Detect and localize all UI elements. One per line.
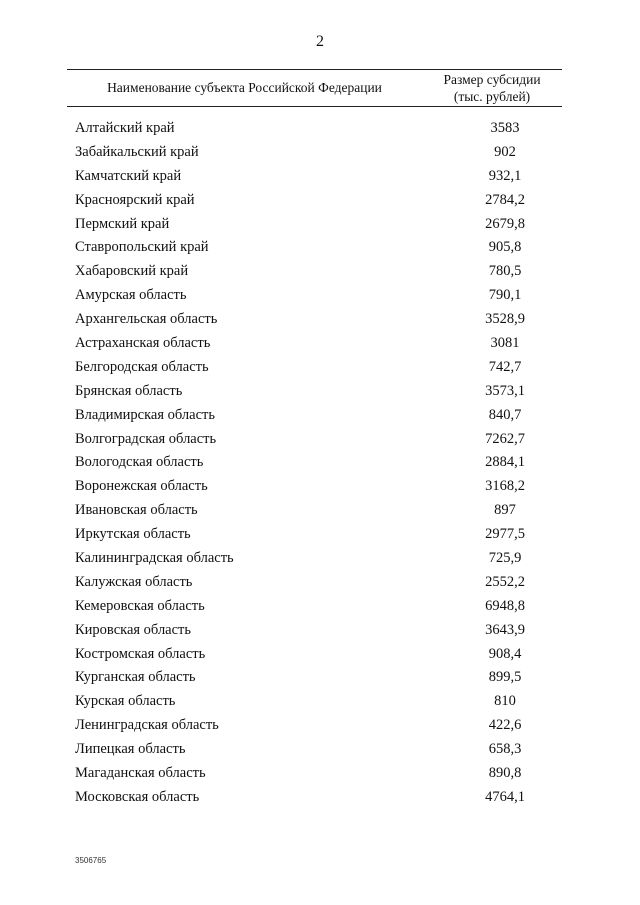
table-row (0, 502, 640, 526)
region-name: Пермский край (75, 215, 170, 232)
subsidy-value: 890,8 (488, 765, 522, 782)
page-number: 2 (316, 33, 324, 50)
subsidy-value: 6948,8 (485, 597, 525, 614)
subsidy-value: 3643,9 (485, 621, 525, 638)
region-name: Кемеровская область (75, 597, 205, 614)
region-name: Московская область (75, 788, 200, 805)
subsidy-value: 725,9 (488, 550, 522, 567)
subsidy-value: 658,3 (488, 741, 522, 758)
region-name: Астраханская область (75, 335, 211, 352)
table-row (0, 478, 640, 502)
table-row (0, 550, 640, 574)
subsidy-value: 2552,2 (485, 573, 525, 590)
subsidy-value: 902 (494, 143, 516, 160)
table-header (67, 69, 562, 107)
table-row (0, 526, 640, 550)
table-row (0, 287, 640, 311)
table-body (0, 120, 640, 813)
region-name: Забайкальский край (75, 143, 199, 160)
table-row (0, 311, 640, 335)
table-row (0, 622, 640, 646)
table-row (0, 407, 640, 431)
table-row (0, 383, 640, 407)
subsidy-value: 899,5 (488, 669, 522, 686)
subsidy-value: 932,1 (488, 167, 522, 184)
region-name: Камчатский край (75, 167, 182, 184)
region-name: Волгоградская область (75, 430, 217, 447)
region-name: Костромская область (75, 645, 206, 662)
subsidy-value: 840,7 (488, 406, 522, 423)
region-name: Архангельская область (75, 311, 218, 328)
table-row (0, 431, 640, 455)
table-row (0, 765, 640, 789)
subsidy-value: 810 (494, 693, 516, 710)
table-row (0, 789, 640, 813)
table-row (0, 669, 640, 693)
table-row (0, 239, 640, 263)
table-row (0, 192, 640, 216)
subsidy-value: 3583 (490, 120, 520, 136)
table-row (0, 144, 640, 168)
subsidy-value: 2884,1 (485, 454, 525, 471)
region-name: Курская область (75, 693, 176, 710)
subsidy-value: 2977,5 (485, 526, 525, 543)
region-name: Калужская область (75, 573, 193, 590)
header-region: Наименование субъекта Российской Федерации (107, 80, 382, 95)
subsidy-value: 905,8 (488, 239, 522, 256)
document-code: 3506765 (75, 856, 107, 865)
region-name: Алтайский край (75, 120, 175, 136)
subsidy-value: 3573,1 (485, 382, 525, 399)
subsidy-value: 742,7 (488, 358, 522, 375)
subsidy-value: 908,4 (488, 645, 522, 662)
table-row (0, 574, 640, 598)
region-name: Владимирская область (75, 406, 215, 423)
table-row (0, 598, 640, 622)
subsidy-value: 422,6 (488, 717, 522, 734)
region-name: Брянская область (75, 382, 183, 399)
table-row (0, 168, 640, 192)
region-name: Амурская область (75, 287, 187, 304)
subsidy-value: 3528,9 (485, 311, 525, 328)
table-row (0, 693, 640, 717)
subsidy-value: 897 (494, 502, 516, 519)
table-row (0, 741, 640, 765)
region-name: Калининградская область (75, 550, 234, 567)
table-row (0, 120, 640, 144)
table-row (0, 216, 640, 240)
region-name: Магаданская область (75, 765, 206, 782)
subsidy-value: 3168,2 (485, 478, 525, 495)
table-row (0, 646, 640, 670)
region-name: Ставропольский край (75, 239, 209, 256)
region-name: Белгородская область (75, 358, 209, 375)
region-name: Ленинградская область (75, 717, 219, 734)
subsidy-value: 780,5 (488, 263, 522, 280)
region-name: Красноярский край (75, 191, 195, 208)
header-subsidy-line2: (тыс. рублей) (453, 89, 531, 104)
table-row (0, 335, 640, 359)
region-name: Ивановская область (75, 502, 198, 519)
subsidy-value: 2784,2 (485, 191, 525, 208)
table-row (0, 454, 640, 478)
region-name: Вологодская область (75, 454, 204, 471)
header-subsidy-line1: Размер субсидии (443, 72, 541, 87)
subsidy-value: 7262,7 (485, 430, 525, 447)
subsidy-value: 2679,8 (485, 215, 525, 232)
table-row (0, 359, 640, 383)
table-row (0, 717, 640, 741)
subsidy-value: 4764,1 (485, 788, 525, 805)
region-name: Кировская область (75, 621, 192, 638)
subsidy-value: 3081 (490, 335, 520, 352)
subsidy-value: 790,1 (488, 287, 522, 304)
region-name: Иркутская область (75, 526, 191, 543)
region-name: Хабаровский край (75, 263, 189, 280)
region-name: Липецкая область (75, 741, 186, 758)
region-name: Курганская область (75, 669, 196, 686)
region-name: Воронежская область (75, 478, 208, 495)
table-row (0, 263, 640, 287)
header-subsidy (422, 70, 562, 106)
